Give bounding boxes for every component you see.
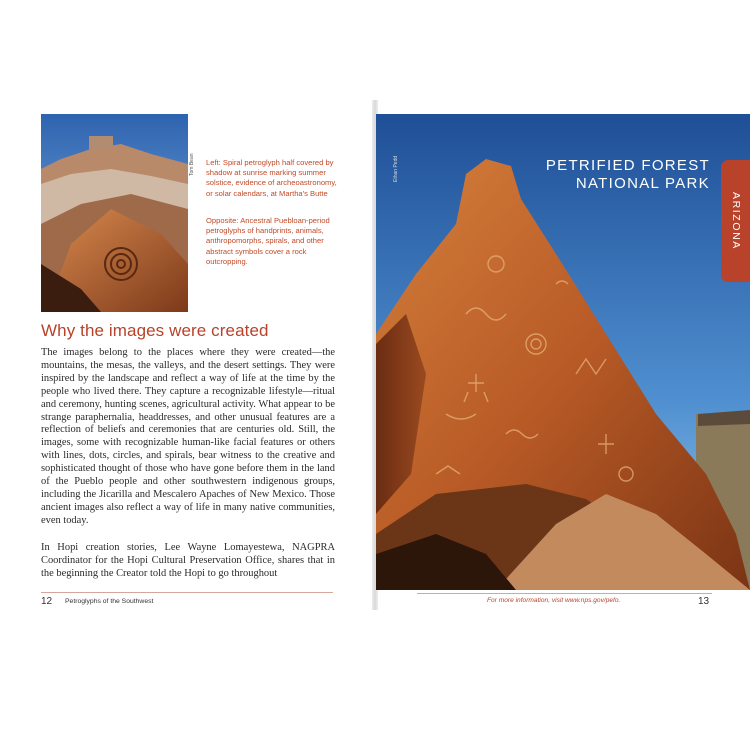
photo-credit-right: Ethan Pedd [393, 155, 399, 182]
spiral-petroglyph-photo [41, 114, 188, 312]
park-title-line-2: NATIONAL PARK [575, 175, 710, 192]
state-tab-label: ARIZONA [730, 192, 742, 250]
state-tab [721, 160, 750, 282]
park-title-line-1: PETRIFIED FOREST [545, 157, 710, 174]
page-number-left: 12 [41, 596, 53, 607]
body-paragraph-1: The images belong to the places where they were created—the mountains, the mesas, the valleys, and the desert settings. They were inspired by the landscape and reflect a way of life at the time by the people who lived there. They capture a recognizable lifestyle—ritual and ceremony, hunting scenes, agricultural activity. What appear to be strange paraphernalia, headdresses, and other unusual features are a reflection of beliefs and ceremonies that are centuries old. Still, the images, some with recognizable human-like facial features or others with lines, dots, circles, and spirals, bear witness to the creative and sophisticated thought of those who have gone before them in the land of the Pueblo people and other southwestern indigenous groups, including the Jicarilla and Mescalero Apaches of New Mexico. Those ancient images also reflect a way of life in many native communities, even today. [41, 347, 335, 526]
photo-credit-left: Tom Bean [189, 153, 195, 176]
footer-rule-left [41, 592, 333, 593]
section-heading: Why the images were created [41, 321, 269, 340]
page-number-right: 13 [698, 596, 710, 607]
park-title [520, 157, 710, 193]
more-info-text: For more information, visit www.nps.gov/pefo. [487, 597, 621, 604]
running-title: Petroglyphs of the Southwest [65, 598, 154, 605]
footer-rule-right [417, 593, 712, 594]
body-paragraph-2: In Hopi creation stories, Lee Wayne Lomayestewa, NAGPRA Coordinator for the Hopi Cultural Preservation Office, shares that in the beginning the Creator told the Hopi to go throughout [41, 542, 335, 579]
photo-caption-left: Left: Spiral petroglyph half covered by shadow at sunrise marking summer solstice, evidence of archeoastronomy, or solar calendars, at Martha's Butte [206, 158, 337, 198]
photo-caption-opposite: Opposite: Ancestral Puebloan-period petroglyphs of handprints, animals, anthropomorphs, spirals, and other abstract symbols cover a rock outcropping. [206, 216, 330, 266]
